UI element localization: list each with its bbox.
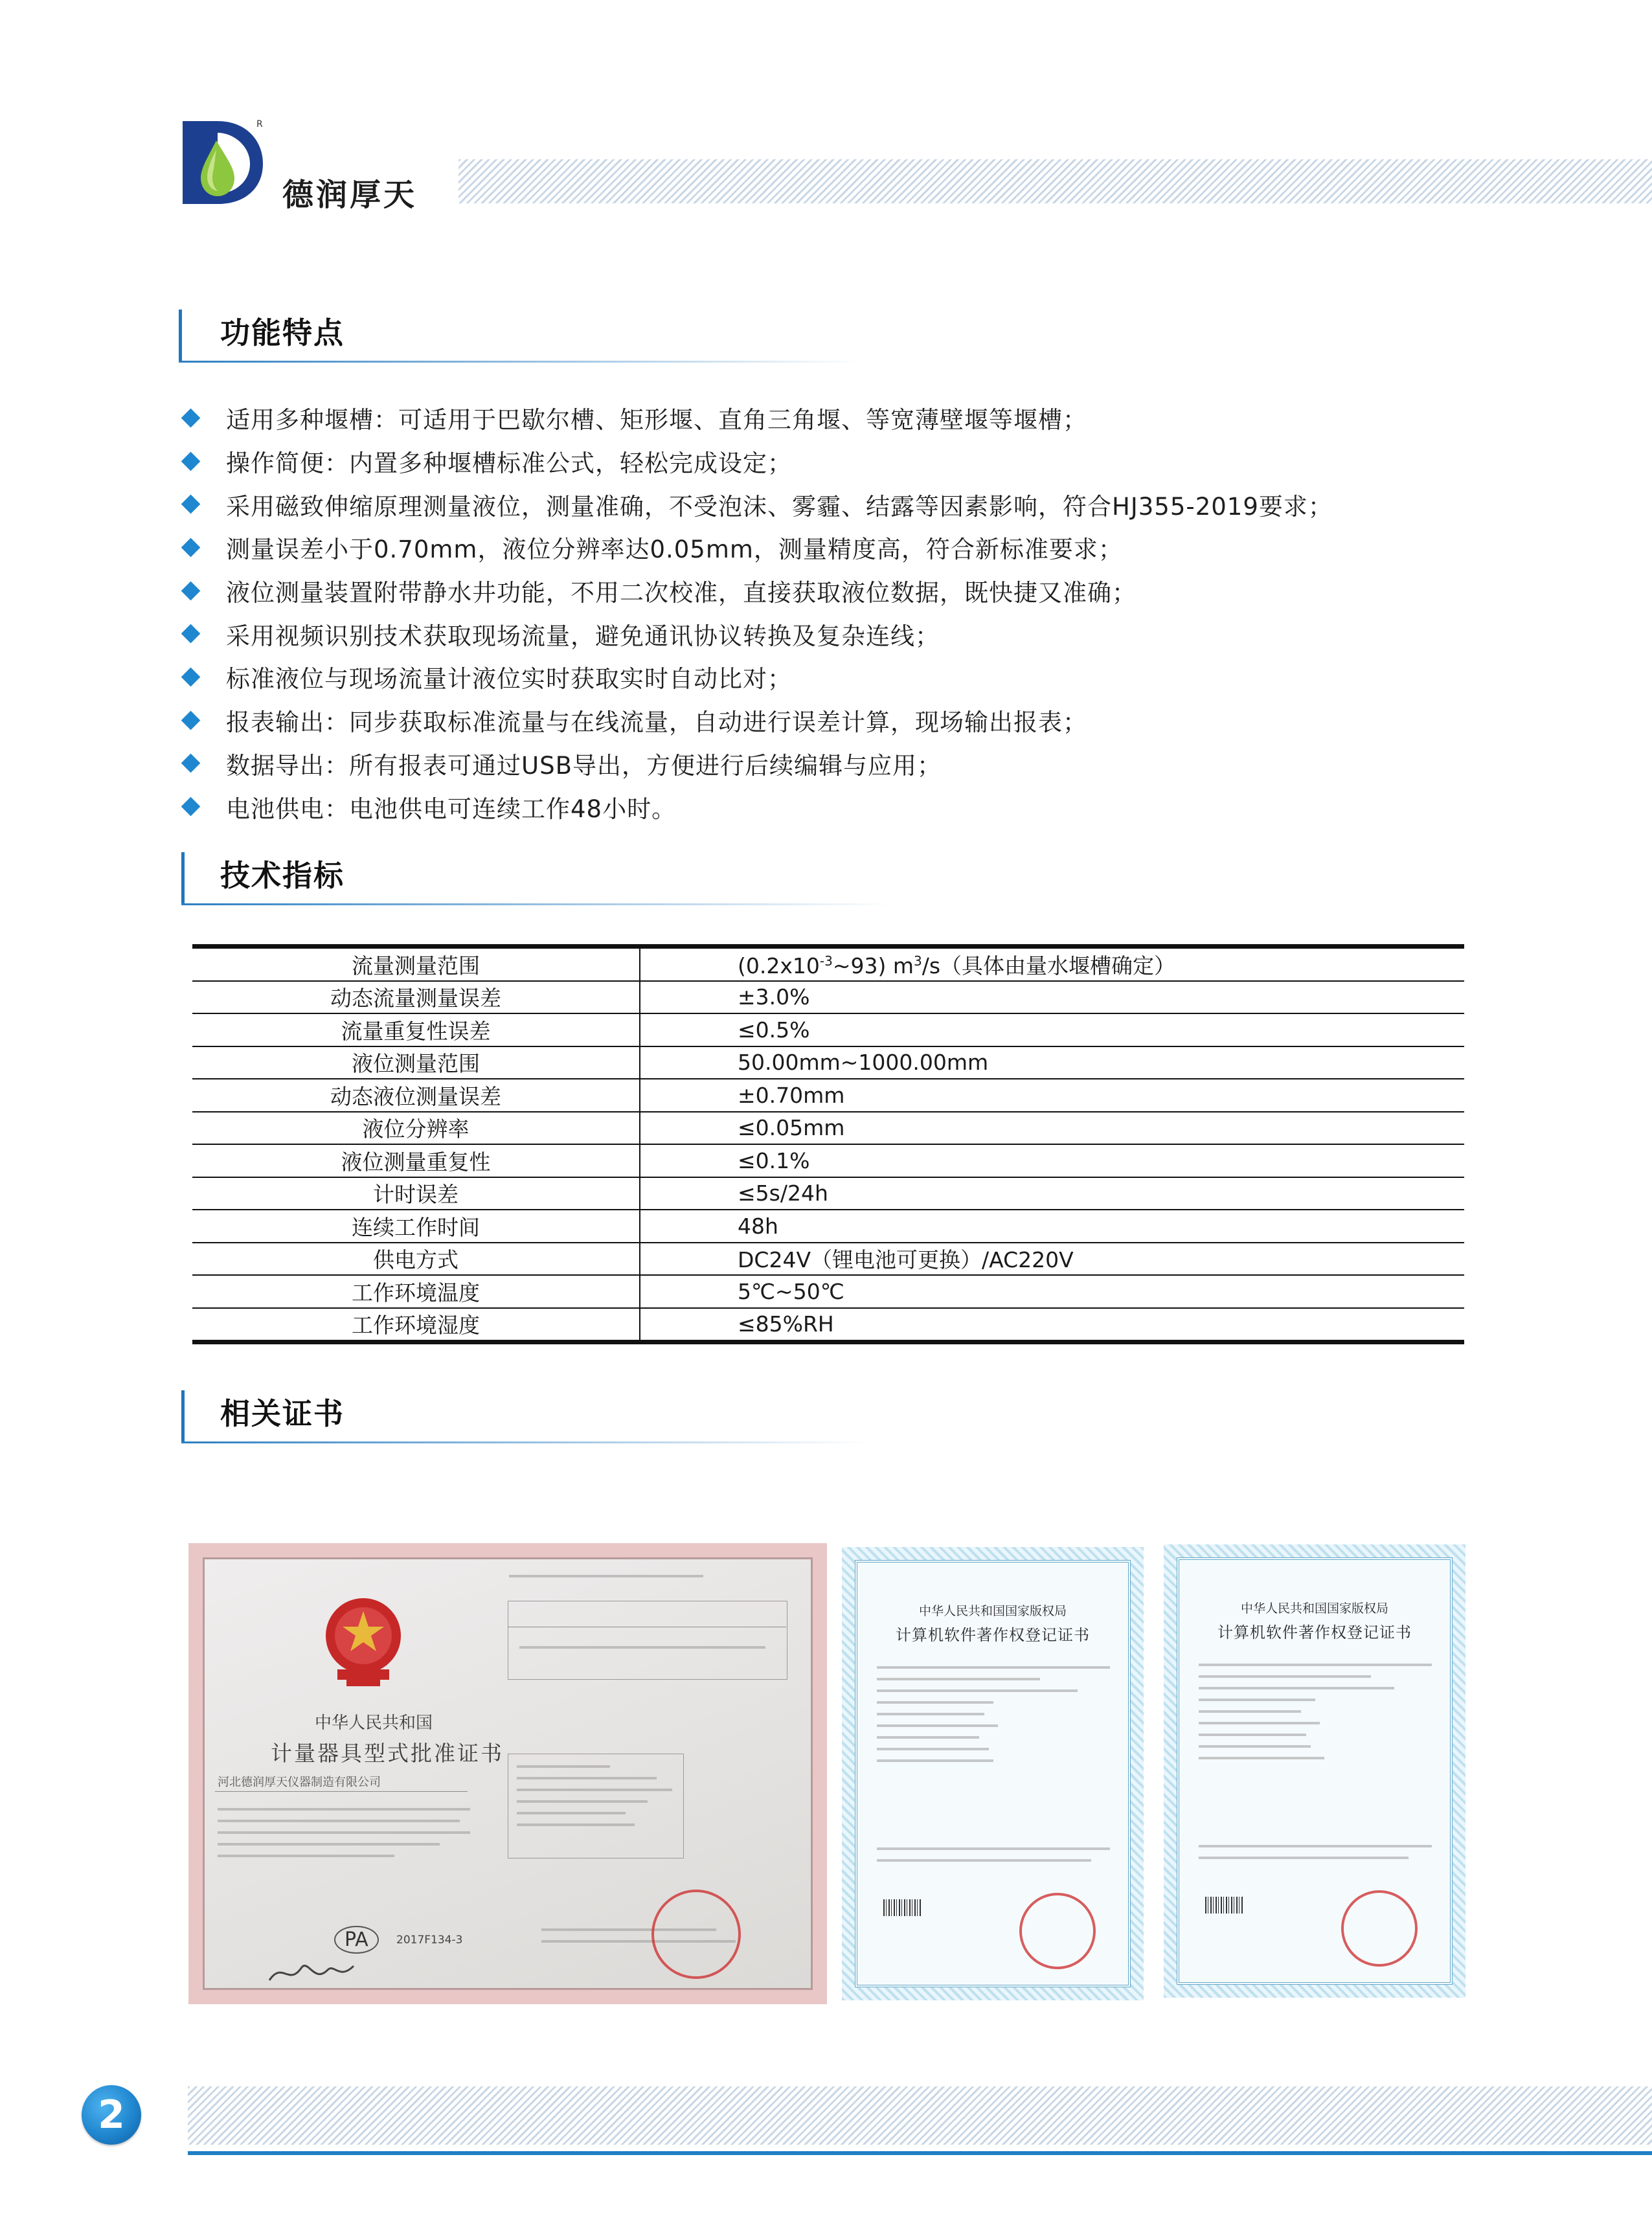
features-section-title: 功能特点 xyxy=(220,315,345,350)
table-row xyxy=(192,1079,1464,1112)
feature-item xyxy=(179,699,1603,742)
brand-name: 德润厚天 xyxy=(282,177,418,213)
cert-product-table xyxy=(508,1601,787,1680)
feature-text: 电池供电：电池供电可连续工作48小时。 xyxy=(226,795,677,823)
feature-item xyxy=(179,785,1603,828)
feature-text: 报表输出：同步获取标准流量与在线流量，自动进行误差计算，现场输出报表； xyxy=(226,708,1087,737)
official-seal-icon xyxy=(651,1890,741,1979)
certificate-image-main xyxy=(188,1543,827,2004)
spec-name: 液位测量重复性 xyxy=(192,1144,640,1177)
spec-name: 动态流量测量误差 xyxy=(192,981,640,1014)
spec-name: 供电方式 xyxy=(192,1243,640,1276)
national-emblem-icon xyxy=(318,1593,409,1690)
signature-icon xyxy=(263,1954,360,1993)
bullet-diamond-icon xyxy=(181,710,201,730)
spec-value: ≤0.5% xyxy=(640,1013,1464,1046)
table-row xyxy=(192,1275,1464,1308)
feature-text: 适用多种堰槽：可适用于巴歇尔槽、矩形堰、直角三角堰、等宽薄壁堰等堰槽； xyxy=(226,406,1087,435)
table-row xyxy=(192,1177,1464,1210)
table-row xyxy=(192,1144,1464,1177)
feature-text: 采用磁致伸缩原理测量液位，测量准确，不受泡沫、雾霾、结露等因素影响，符合HJ355-2019要求； xyxy=(226,492,1333,521)
registered-mark: R xyxy=(256,119,263,130)
feature-text: 标准液位与现场流量计液位实时获取实时自动比对； xyxy=(226,665,792,694)
spec-name: 液位分辨率 xyxy=(192,1112,640,1145)
certs-section-bar xyxy=(181,1390,185,1443)
cert-line-country: 中华人民共和国 xyxy=(315,1713,433,1733)
pa-mark: PA xyxy=(334,1926,379,1954)
table-row xyxy=(192,981,1464,1014)
page-number-badge: 2 xyxy=(82,2085,141,2145)
spec-value: ±3.0% xyxy=(640,981,1464,1014)
bullet-diamond-icon xyxy=(181,538,201,558)
sw-cert-body xyxy=(877,1666,1110,1771)
spec-value: ≤0.1% xyxy=(640,1144,1464,1177)
cert-spec-text xyxy=(517,1765,672,1835)
cert-company-underline xyxy=(215,1791,468,1792)
sw-cert-body xyxy=(1199,1664,1432,1768)
table-row xyxy=(192,1243,1464,1276)
spec-name: 工作环境温度 xyxy=(192,1275,640,1308)
spec-value: ≤85%RH xyxy=(640,1308,1464,1342)
table-row xyxy=(192,1112,1464,1145)
sw-cert-title: 计算机软件著作权登记证书 xyxy=(1217,1623,1412,1642)
specs-section-underline xyxy=(181,903,894,905)
feature-item xyxy=(179,569,1603,613)
spec-value: ≤5s/24h xyxy=(640,1177,1464,1210)
spec-value: 5℃~50℃ xyxy=(640,1275,1464,1308)
certificate-image-software-2 xyxy=(1164,1544,1465,1998)
spec-value: 50.00mm~1000.00mm xyxy=(640,1046,1464,1079)
certs-section-underline xyxy=(181,1441,868,1443)
feature-item xyxy=(179,655,1603,699)
spec-value: ±0.70mm xyxy=(640,1079,1464,1112)
cert-line-title: 计量器具型式批准证书 xyxy=(271,1741,504,1766)
specs-section-title: 技术指标 xyxy=(220,858,345,893)
certificate-paper xyxy=(203,1557,813,1990)
bullet-diamond-icon xyxy=(181,581,201,600)
feature-text: 数据导出：所有报表可通过USB导出，方便进行后续编辑与应用； xyxy=(226,751,942,780)
table-row xyxy=(192,1013,1464,1046)
features-section-bar xyxy=(179,310,182,363)
spec-name: 液位测量范围 xyxy=(192,1046,640,1079)
official-seal-icon xyxy=(1341,1890,1418,1967)
spec-value: $(0.2x10^{-3}\sim 93)$ $m^3/s$（具体由量水堰槽确定） xyxy=(738,953,1176,978)
certs-section-title: 相关证书 xyxy=(220,1396,345,1431)
table-row xyxy=(192,947,1464,981)
bullet-diamond-icon xyxy=(181,797,201,817)
sw-cert-authority: 中华人民共和国国家版权局 xyxy=(1240,1601,1388,1616)
feature-item xyxy=(179,396,1603,440)
feature-item xyxy=(179,612,1603,655)
barcode-icon xyxy=(1205,1897,1244,1914)
official-seal-icon xyxy=(1019,1893,1096,1969)
bullet-diamond-icon xyxy=(181,451,201,471)
feature-text: 测量误差小于0.70mm，液位分辨率达0.05mm，测量精度高，符合新标准要求； xyxy=(226,536,1123,564)
feature-list xyxy=(179,396,1603,828)
spec-value: 48h xyxy=(640,1210,1464,1243)
footer-decorative-stripe xyxy=(188,2086,1652,2145)
features-section-underline xyxy=(179,361,865,363)
cert-body-text xyxy=(218,1808,470,1866)
certificate-paper xyxy=(1177,1557,1453,1985)
spec-name: 动态液位测量误差 xyxy=(192,1079,640,1112)
specs-section-bar xyxy=(181,852,185,905)
feature-item xyxy=(179,742,1603,785)
bullet-diamond-icon xyxy=(181,624,201,644)
pa-code: 2017F134-3 xyxy=(396,1934,463,1947)
feature-text: 采用视频识别技术获取现场流量，避免通讯协议转换及复杂连线； xyxy=(226,622,940,650)
spec-name: 连续工作时间 xyxy=(192,1210,640,1243)
spec-name: 工作环境湿度 xyxy=(192,1308,640,1342)
cert-company: 河北德润厚天仪器制造有限公司 xyxy=(218,1776,381,1789)
bullet-diamond-icon xyxy=(181,754,201,773)
footer-rule xyxy=(188,2151,1652,2155)
certificate-paper xyxy=(855,1560,1131,1987)
bullet-diamond-icon xyxy=(181,668,201,687)
spec-table xyxy=(192,944,1464,1344)
spec-value: ≤0.05mm xyxy=(640,1112,1464,1145)
brand-logo-icon xyxy=(180,119,266,207)
table-row xyxy=(192,1046,1464,1079)
cert-table-caption xyxy=(509,1575,703,1587)
table-row xyxy=(192,1210,1464,1243)
table-row xyxy=(192,1308,1464,1342)
feature-text: 操作简便：内置多种堰槽标准公式，轻松完成设定； xyxy=(226,449,792,478)
spec-value: DC24V（锂电池可更换）/AC220V xyxy=(640,1243,1464,1276)
header-decorative-stripe xyxy=(458,159,1652,203)
sw-cert-title: 计算机软件著作权登记证书 xyxy=(896,1626,1090,1644)
feature-text: 液位测量装置附带静水井功能，不用二次校准，直接获取液位数据，既快捷又准确； xyxy=(226,579,1137,607)
spec-name: 流量重复性误差 xyxy=(192,1013,640,1046)
certificate-image-software-1 xyxy=(842,1547,1144,2000)
sw-cert-footer-text xyxy=(1199,1845,1432,1868)
sw-cert-authority: 中华人民共和国国家版权局 xyxy=(918,1604,1067,1618)
barcode-icon xyxy=(883,1899,922,1916)
bullet-diamond-icon xyxy=(181,495,201,514)
spec-name: 计时误差 xyxy=(192,1177,640,1210)
feature-item xyxy=(179,440,1603,483)
sw-cert-footer-text xyxy=(877,1847,1110,1871)
feature-item xyxy=(179,526,1603,569)
bullet-diamond-icon xyxy=(181,408,201,427)
feature-item xyxy=(179,482,1603,526)
spec-name: 流量测量范围 xyxy=(192,947,640,981)
cert-table-row xyxy=(519,1646,765,1658)
